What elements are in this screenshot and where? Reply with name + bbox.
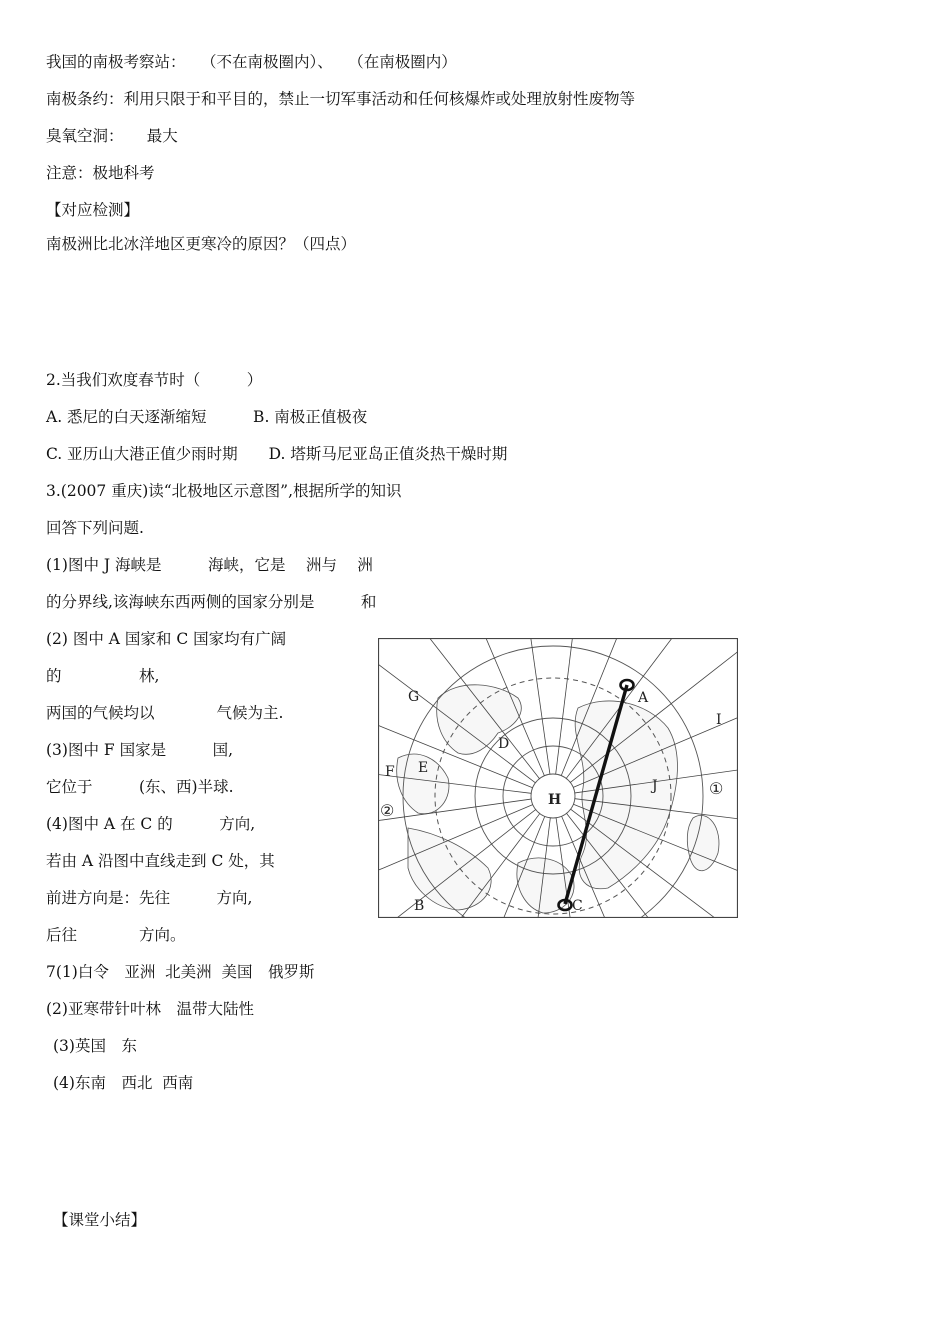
text-line-antarctic-treaty: 南极条约：利用只限于和平目的，禁止一切军事活动和任何核爆炸或处理放射性废物等 [46, 90, 636, 108]
question-2-options-ab: A. 悉尼的白天逐渐缩短 B. 南极正值极夜 [46, 408, 368, 426]
map-label-e: E [418, 760, 429, 776]
question-3-part2-cont: 的 林, [46, 667, 160, 685]
question-3-part4-cont: 若由 A 沿图中直线走到 C 处，其 [46, 852, 275, 870]
map-label-circle-1: ① [709, 779, 724, 798]
map-label-d: D [498, 736, 510, 752]
arctic-map-figure [378, 638, 738, 918]
answer-line-4: (4)东南 西北 西南 [53, 1074, 194, 1092]
map-label-circle-2: ② [380, 801, 395, 820]
map-label-b: B [414, 898, 425, 914]
answer-line-2: (2)亚寒带针叶林 温带大陆性 [46, 1000, 254, 1018]
question-2: 2.当我们欢度春节时（ ） [46, 371, 263, 389]
question-3-part4: (4)图中 A 在 C 的 方向, [46, 815, 256, 833]
question-3-part1: (1)图中 J 海峡是 海峡，它是 洲与 洲 [46, 556, 373, 574]
text-line-ozone-hole: 臭氧空洞： 最大 [46, 127, 178, 145]
map-label-a: A [638, 690, 649, 706]
section-heading-summary: 【课堂小结】 [53, 1211, 147, 1229]
map-label-j: J [652, 778, 658, 794]
question-2-options-cd: C. 亚历山大港正值少雨时期 D. 塔斯马尼亚岛正值炎热干燥时期 [46, 445, 508, 463]
section-heading-check: 【对应检测】 [46, 201, 140, 219]
map-label-h: H [548, 792, 562, 808]
map-label-f: F [385, 764, 395, 780]
question-3-part1-cont: 的分界线,该海峡东西两侧的国家分别是 和 [46, 593, 377, 611]
question-3-cont: 回答下列问题. [46, 519, 144, 537]
answer-line-1: 7(1)白令 亚洲 北美洲 美国 俄罗斯 [46, 963, 315, 981]
question-3-part3: (3)图中 F 国家是 国, [46, 741, 233, 759]
answer-line-3: (3)英国 东 [53, 1037, 137, 1055]
text-line-stations: 我国的南极考察站： （不在南极圈内）、 （在南极圈内） [46, 53, 457, 71]
question-3: 3.(2007 重庆)读“北极地区示意图”,根据所学的知识 [46, 482, 402, 500]
question-1: 南极洲比北冰洋地区更寒冷的原因？（四点） [46, 235, 357, 253]
map-label-i: I [716, 712, 722, 728]
map-label-c: C [572, 898, 583, 914]
question-3-part3-cont: 它位于 (东、西)半球. [46, 778, 234, 796]
question-3-part4-first: 前进方向是：先往 方向, [46, 889, 253, 907]
question-3-part2: (2) 图中 A 国家和 C 国家均有广阔 [46, 630, 287, 648]
text-line-note: 注意：极地科考 [46, 164, 155, 182]
map-label-g: G [408, 689, 420, 705]
question-3-part2-climate: 两国的气候均以 气候为主. [46, 704, 284, 722]
question-3-part4-then: 后往 方向。 [46, 926, 186, 944]
